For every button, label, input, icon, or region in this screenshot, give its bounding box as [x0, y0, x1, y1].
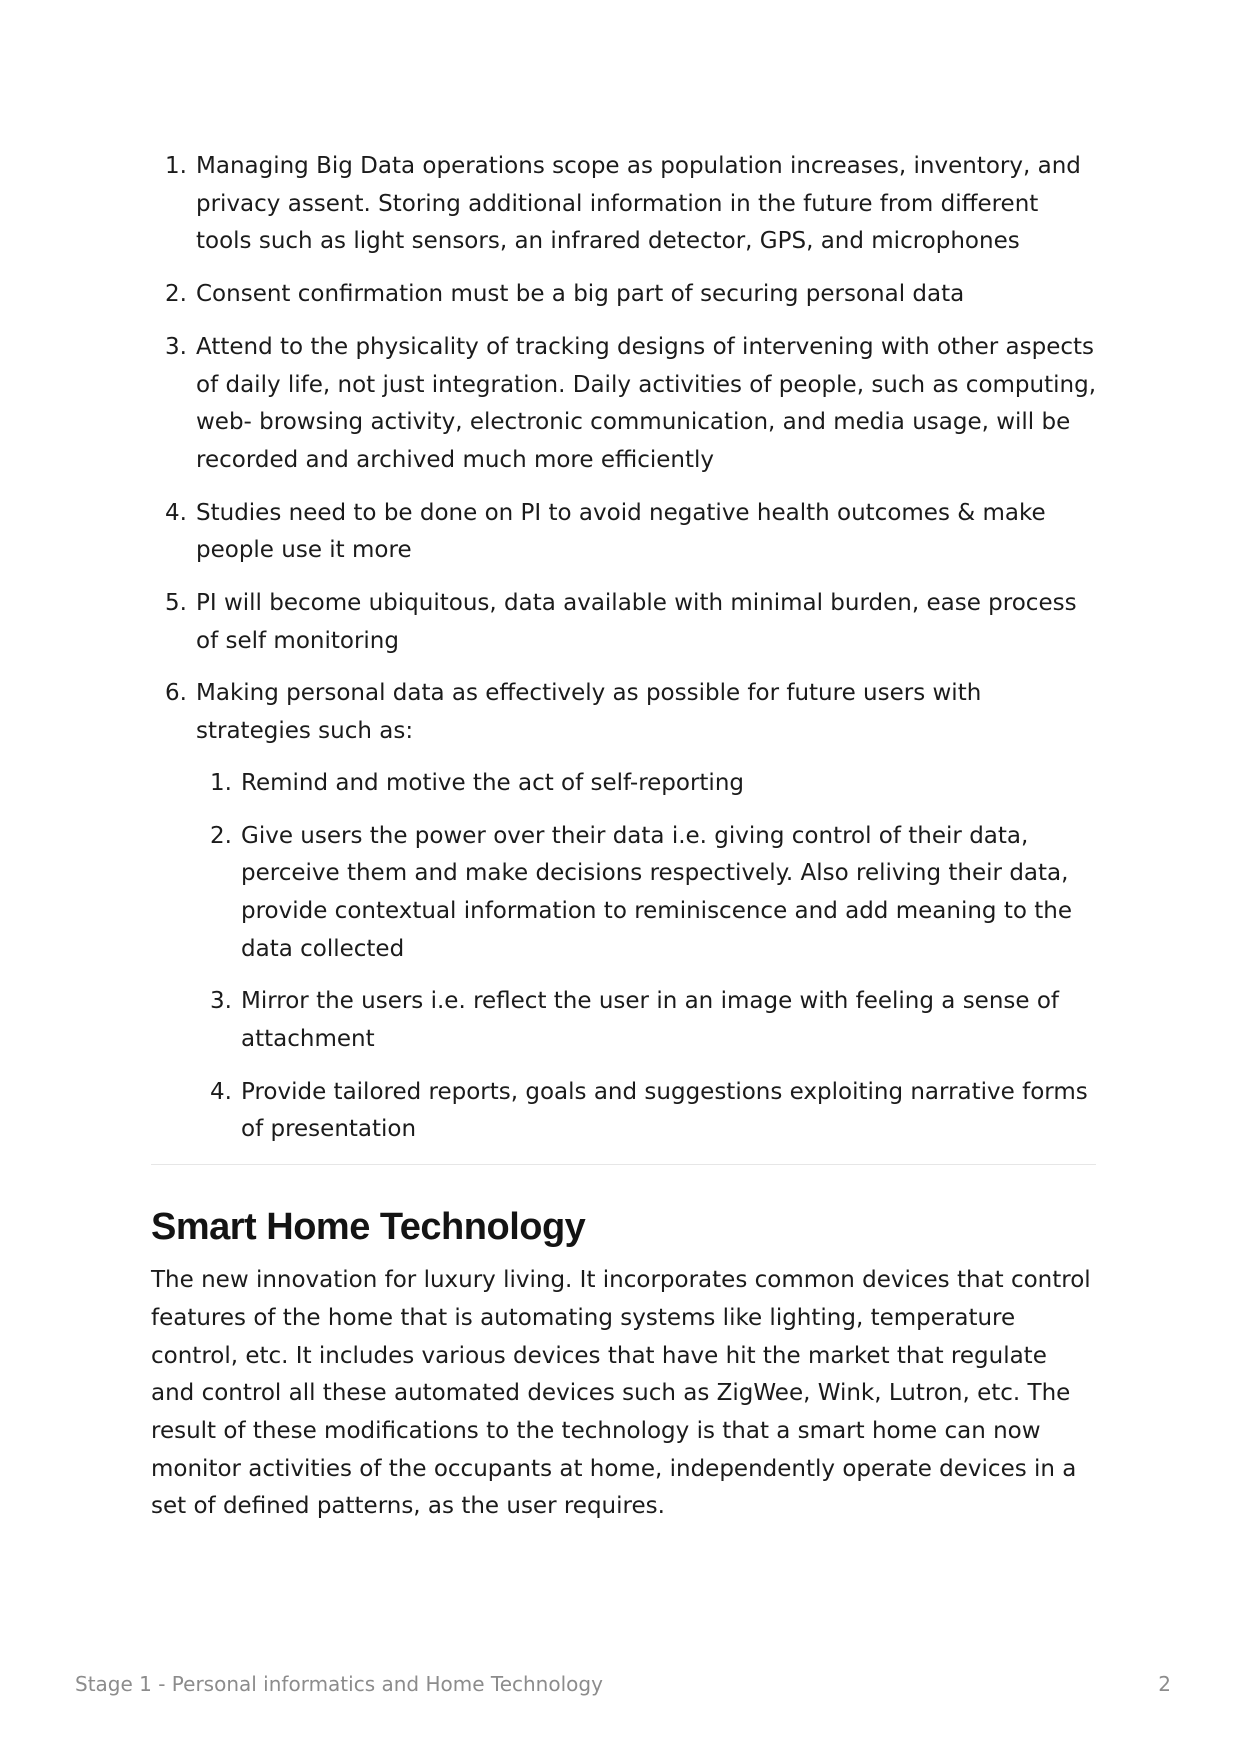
sub-list-number: 1. [210, 769, 232, 796]
list-item-text: Attend to the physicality of tracking designs of intervening with other aspects of daily life, not just integration. Daily activities of people, such as computing, web- browsing activity, electronic communication, and media usage, will be recorded and archived much more efficiently [196, 333, 1096, 473]
list-item [151, 329, 1096, 480]
list-number: 3. [165, 333, 187, 360]
section-paragraph: The new innovation for luxury living. It incorporates common devices that control features of the home that is automating systems like lighting, temperature control, etc. It includes various devices that have hit the market that regulate and control all these automated devices such as ZigWee, Wink, Lutron, etc. The result of these modifications to the technology is that a smart home can now monitor activities of the occupants at home, independently operate devices in a set of defined patterns, as the user requires. [151, 1267, 1091, 1520]
list-item-text: Managing Big Data operations scope as population increases, inventory, and privacy assent. Storing additional information in the future from different tools such as light sensors, an infrared detector, GPS, and microphones [196, 153, 1081, 255]
list-number: 6. [165, 680, 187, 707]
list-item [151, 675, 1096, 1149]
list-item [151, 495, 1096, 570]
numbered-list [151, 148, 1096, 1149]
list-item [151, 585, 1096, 660]
sub-list-item [196, 983, 1096, 1058]
sub-list-item-text: Mirror the users i.e. reflect the user in an image with feeling a sense of attachment [241, 988, 1060, 1053]
sub-list-item [196, 1074, 1096, 1149]
sub-list-item [196, 765, 1096, 803]
sub-list-item-text: Remind and motive the act of self-reporting [241, 769, 745, 796]
list-number: 5. [165, 590, 187, 617]
list-item-text: Studies need to be done on PI to avoid negative health outcomes & make people use it more [196, 499, 1046, 564]
footer-document-title: Stage 1 - Personal informatics and Home Technology [75, 1672, 603, 1696]
list-number: 1. [165, 153, 187, 179]
list-item [151, 148, 1096, 261]
section-heading: Smart Home Technology [151, 1206, 586, 1249]
nested-numbered-list [196, 765, 1096, 1149]
sub-list-number: 4. [210, 1078, 232, 1105]
sub-list-number: 2. [210, 822, 232, 849]
sub-list-number: 3. [210, 988, 232, 1015]
section-divider [151, 1164, 1096, 1165]
list-item [151, 276, 1096, 314]
sub-list-item-text: Give users the power over their data i.e. giving control of their data, perceive them and make decisions respectively. Also reliving their data, provide contextual information to reminiscence and add meaning to the data collected [241, 822, 1072, 962]
footer-page-number: 2 [1158, 1672, 1171, 1696]
sub-list-item-text: Provide tailored reports, goals and suggestions exploiting narrative forms of presentation [241, 1078, 1088, 1143]
list-number: 4. [165, 499, 187, 526]
sub-list-item [196, 818, 1096, 969]
document-body [151, 148, 1096, 1526]
list-item-text: Making personal data as effectively as possible for future users with strategies such as: [196, 680, 982, 745]
list-number: 2. [165, 281, 187, 308]
list-item-text: Consent confirmation must be a big part of securing personal data [196, 281, 965, 308]
list-item-text: PI will become ubiquitous, data available with minimal burden, ease process of self monitoring [196, 590, 1077, 654]
